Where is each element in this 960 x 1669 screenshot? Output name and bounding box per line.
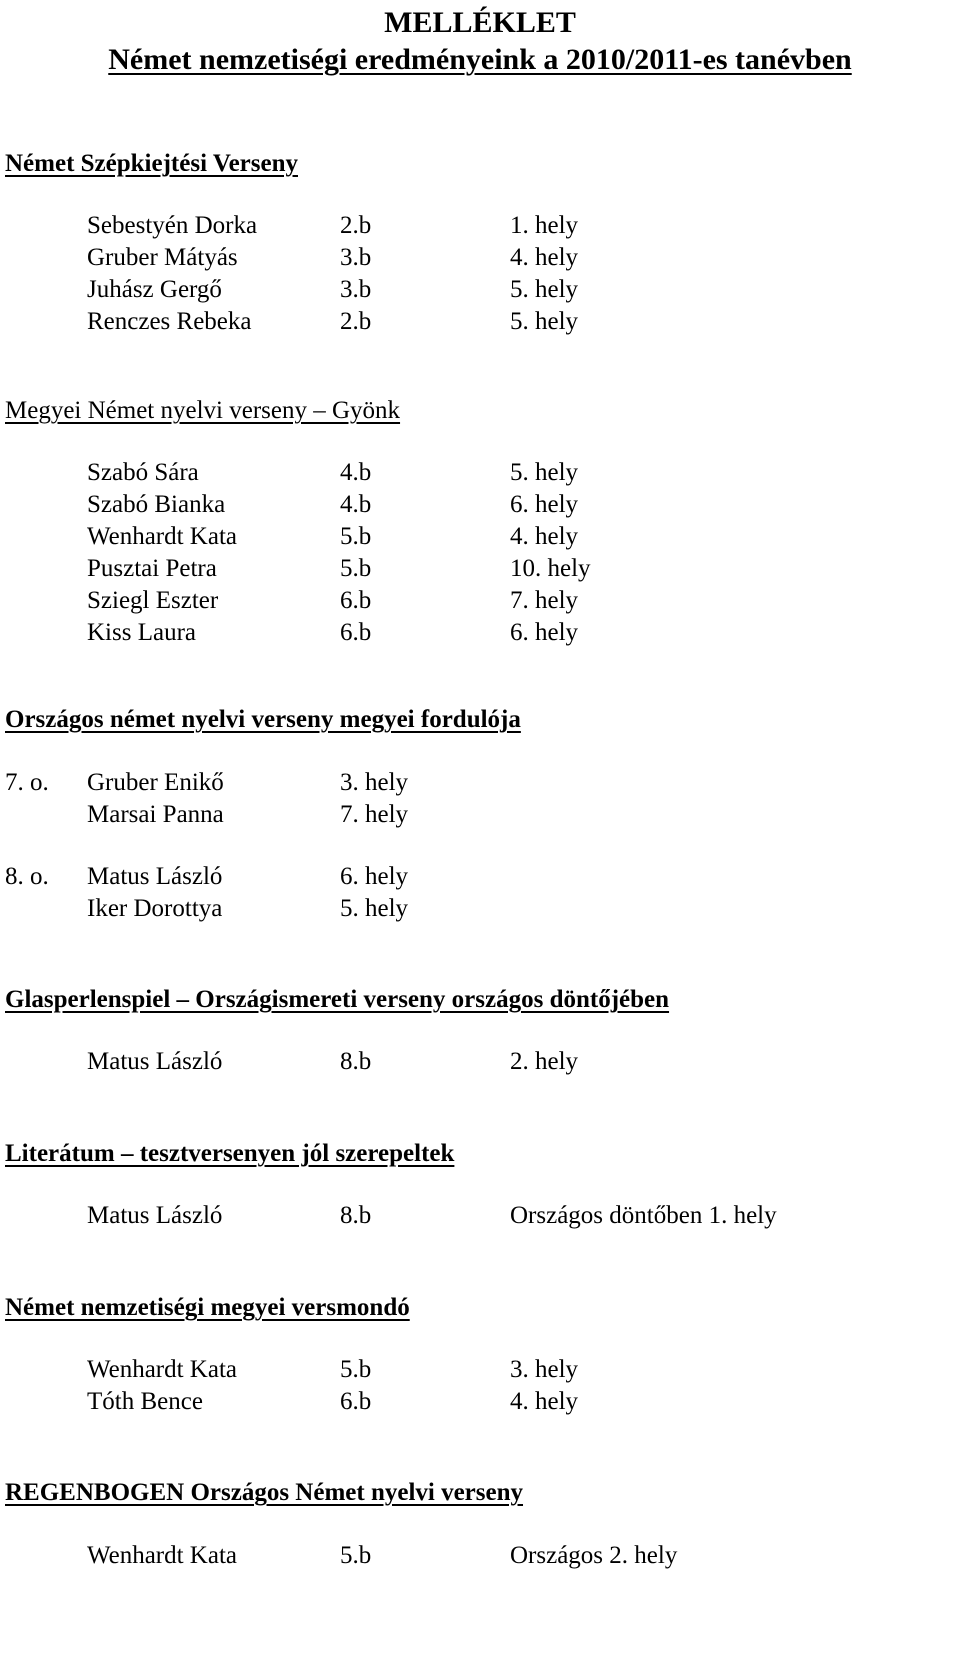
student-place: 4. hely [510,1388,579,1415]
result-row [0,1046,960,1079]
student-name: Wenhardt Kata [87,1356,237,1383]
section-heading: REGENBOGEN Országos Német nyelvi verseny [5,1479,524,1506]
section-heading: Országos német nyelvi verseny megyei fordulója [5,706,521,733]
student-place: 6. hely [510,491,579,518]
result-row [0,1540,960,1573]
student-class: 6.b [340,1388,372,1415]
student-name: Gruber Mátyás [87,244,238,271]
student-name: Gruber Enikő [87,769,224,796]
student-name: Pusztai Petra [87,555,217,582]
student-place: 5. hely [340,895,409,922]
student-name: Matus László [87,863,223,890]
student-class: 2.b [340,308,372,335]
student-place: 7. hely [510,587,579,614]
result-row [0,861,960,894]
student-class: 5.b [340,1356,372,1383]
student-class: 8.b [340,1048,372,1075]
student-class: 2.b [340,212,372,239]
result-row [0,1386,960,1419]
result-row [0,799,960,832]
sub-title: Német nemzetiségi eredményeink a 2010/2011-es tanévben [108,43,852,76]
student-place: Országos 2. hely [510,1542,678,1569]
student-name: Sziegl Eszter [87,587,219,614]
document-title [0,4,960,78]
student-name: Sebestyén Dorka [87,212,258,239]
student-place: 10. hely [510,555,591,582]
main-title: MELLÉKLET [384,6,576,39]
result-row [0,617,960,650]
student-name: Matus László [87,1202,223,1229]
student-name: Juhász Gergő [87,276,222,303]
student-name: Matus László [87,1048,223,1075]
result-row [0,1354,960,1387]
student-class: 5.b [340,1542,372,1569]
result-row [0,306,960,339]
grade-label: 7. o. [5,769,49,796]
student-place: Országos döntőben 1. hely [510,1202,777,1229]
result-row [0,210,960,243]
student-place: 3. hely [510,1356,579,1383]
student-class: 6.b [340,587,372,614]
grade-label: 8. o. [5,863,49,890]
student-class: 6.b [340,619,372,646]
result-row [0,893,960,926]
section-heading: Literátum – tesztversenyen jól szerepeltek [5,1140,455,1167]
student-name: Kiss Laura [87,619,196,646]
student-name: Marsai Panna [87,801,224,828]
section-heading: Megyei Német nyelvi verseny – Gyönk [5,397,401,424]
student-place: 2. hely [510,1048,579,1075]
student-place: 5. hely [510,276,579,303]
student-place: 6. hely [340,863,409,890]
student-name: Wenhardt Kata [87,1542,237,1569]
student-place: 5. hely [510,308,579,335]
student-class: 8.b [340,1202,372,1229]
student-name: Renczes Rebeka [87,308,252,335]
section-heading: Glasperlenspiel – Országismereti verseny országos döntőjében [5,986,670,1013]
student-place: 5. hely [510,459,579,486]
student-name: Iker Dorottya [87,895,223,922]
result-row [0,585,960,618]
student-place: 4. hely [510,244,579,271]
section-heading: Német Szépkiejtési Verseny [5,150,298,177]
student-class: 4.b [340,459,372,486]
result-row [0,521,960,554]
student-name: Tóth Bence [87,1388,203,1415]
student-class: 5.b [340,555,372,582]
result-row [0,457,960,490]
student-name: Szabó Bianka [87,491,226,518]
student-name: Wenhardt Kata [87,523,237,550]
result-row [0,242,960,275]
result-row [0,767,960,800]
student-class: 4.b [340,491,372,518]
student-place: 7. hely [340,801,409,828]
student-class: 5.b [340,523,372,550]
student-class: 3.b [340,244,372,271]
student-place: 3. hely [340,769,409,796]
student-name: Szabó Sára [87,459,199,486]
result-row [0,489,960,522]
student-place: 6. hely [510,619,579,646]
result-row [0,553,960,586]
student-place: 4. hely [510,523,579,550]
student-class: 3.b [340,276,372,303]
student-place: 1. hely [510,212,579,239]
result-row [0,274,960,307]
result-row [0,1200,960,1233]
section-heading: Német nemzetiségi megyei versmondó [5,1294,410,1321]
